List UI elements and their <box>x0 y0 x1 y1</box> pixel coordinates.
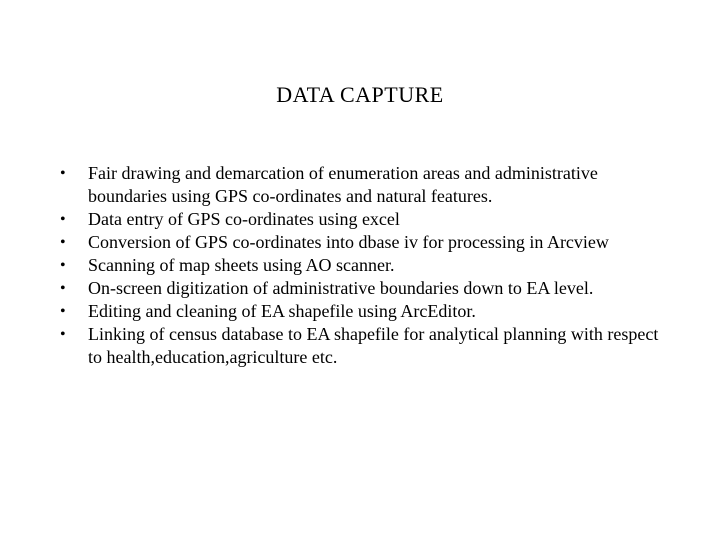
bullet-icon: • <box>60 211 66 228</box>
bullet-text: Editing and cleaning of EA shapefile using ArcEditor. <box>88 301 476 321</box>
bullet-text: Linking of census database to EA shapefile for analytical planning with respect to health,education,agriculture etc. <box>88 324 659 367</box>
bullet-list <box>60 162 670 369</box>
bullet-text: Conversion of GPS co-ordinates into dbase iv for processing in Arcview <box>88 232 609 252</box>
bullet-icon: • <box>60 326 66 343</box>
list-item <box>60 254 670 277</box>
bullet-text: Data entry of GPS co-ordinates using excel <box>88 209 400 229</box>
bullet-text: Fair drawing and demarcation of enumeration areas and administrative boundaries using GPS co-ordinates and natural features. <box>88 163 598 206</box>
list-item <box>60 300 670 323</box>
list-item <box>60 231 670 254</box>
list-item <box>60 208 670 231</box>
bullet-icon: • <box>60 257 66 274</box>
bullet-icon: • <box>60 165 66 182</box>
bullet-icon: • <box>60 280 66 297</box>
list-item <box>60 162 670 208</box>
bullet-icon: • <box>60 234 66 251</box>
bullet-text: Scanning of map sheets using AO scanner. <box>88 255 395 275</box>
list-item <box>60 277 670 300</box>
bullet-text: On-screen digitization of administrative boundaries down to EA level. <box>88 278 594 298</box>
slide-title: DATA CAPTURE <box>276 82 444 107</box>
bullet-icon: • <box>60 303 66 320</box>
list-item <box>60 323 670 369</box>
